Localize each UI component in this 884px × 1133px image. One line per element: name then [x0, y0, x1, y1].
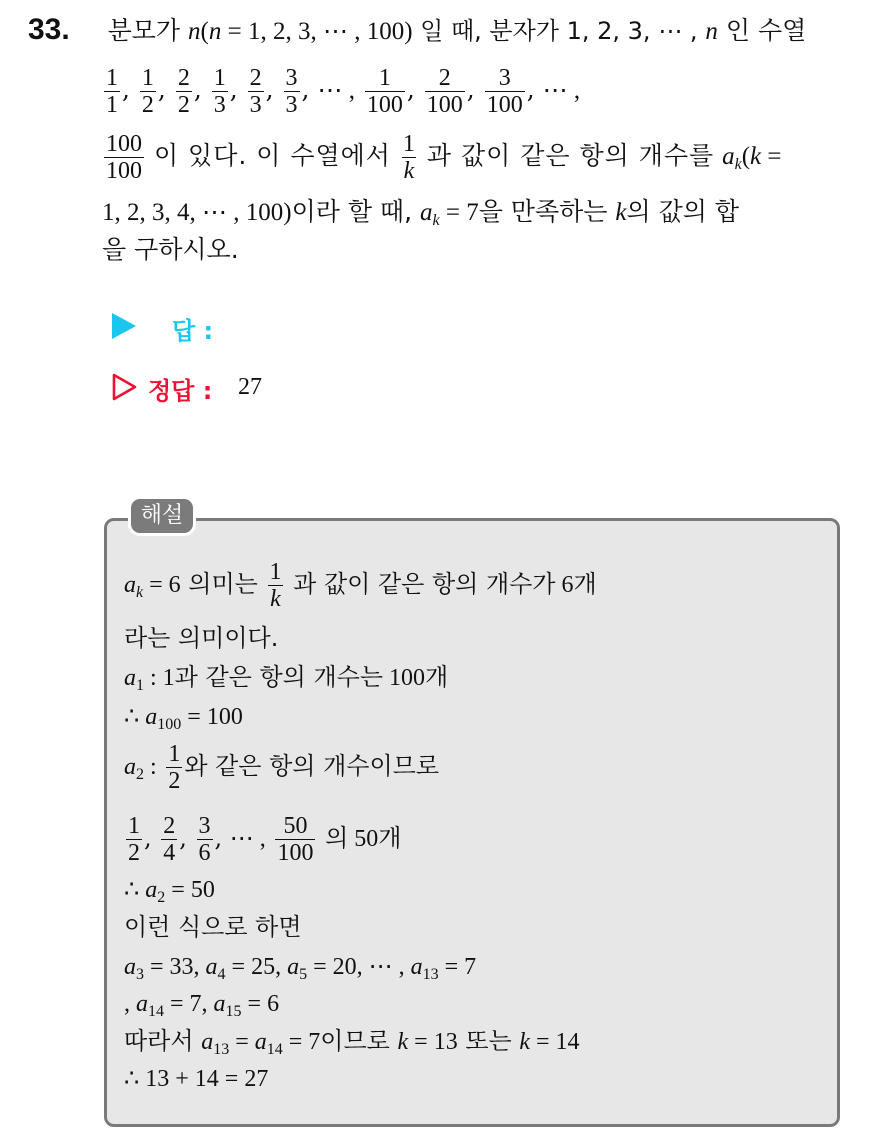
var-k: k — [615, 199, 627, 226]
var-n: n — [208, 18, 222, 45]
fraction: $\frac{2}{4}$ — [163, 813, 176, 866]
play-outline-icon — [112, 373, 138, 401]
correct-answer-row — [112, 371, 412, 403]
text: 1, 2, 3, 4, ⋯ , 100) — [102, 199, 292, 226]
fraction: $\frac{3}{100}$ — [486, 65, 523, 118]
problem-block — [0, 0, 884, 290]
var-n: n — [188, 18, 201, 45]
solution-line-7: ∴ $a_2 = 50$ — [124, 877, 215, 906]
text: 과 값이 같은 항의 개수를 — [426, 141, 715, 170]
sub-k: k — [734, 156, 742, 173]
solution-line-10: , $a_{14} = 7$, $a_{15} = 6$ — [124, 991, 280, 1020]
solution-line-5: $a_2$ : $\frac{1}{2}$ 와 같은 항의 개수이므로 — [124, 741, 440, 794]
fraction: $\frac{1}{3}$ — [213, 65, 226, 118]
solution-line-11: 따라서 $a_{13} = a_{14} = 7$이므로 k = 13 또는 k = 14 — [124, 1027, 580, 1058]
fraction: $\frac{2}{100}$ — [426, 65, 463, 118]
problem-line-3 — [102, 126, 782, 195]
text: 분모가 — [107, 16, 181, 45]
fraction: $\frac{1}{k}$ — [269, 559, 282, 612]
solution-line-9: $a_3 = 33$, $a_4 = 25$, $a_5 = 20$, ⋯ , $a_{13} = 7$ — [124, 954, 477, 983]
fraction: $\frac{2}{2}$ — [177, 65, 190, 118]
fraction: $\frac{1}{2}$ — [141, 65, 154, 118]
fraction: $\frac{50}{100}$ — [277, 813, 314, 866]
play-icon — [112, 313, 136, 339]
text: 일 때, 분자가 1, 2, 3, ⋯ , — [412, 17, 698, 45]
solution-tab: 해설 — [128, 496, 196, 536]
solution-line-8: 이런 식으로 하면 — [124, 913, 302, 941]
text: 이라 할 때, — [291, 197, 413, 226]
text: ( — [200, 18, 209, 45]
text: 의 값의 합 — [626, 197, 739, 226]
fraction: $\frac{3}{6}$ — [198, 813, 211, 866]
text: 인 수열 — [725, 16, 807, 45]
var-n: n — [705, 18, 718, 45]
problem-line-1 — [28, 14, 806, 48]
answer-row[interactable] — [112, 311, 412, 345]
var-a: a — [419, 199, 433, 226]
text: = 1, 2, 3, ⋯ , 100) — [221, 18, 413, 45]
problem-line-2 — [102, 60, 580, 121]
ellipsis: ⋯ , — [542, 77, 581, 104]
fraction: $\frac{1}{2}$ — [168, 741, 181, 794]
problem-line-4 — [102, 196, 739, 237]
text: = 7 — [439, 199, 479, 226]
solution-line-1: $a_k = 6$ 의미는 $\frac{1}{k}$ 과 값이 같은 항의 개수가 6개 — [124, 559, 597, 612]
fraction: $\frac{100}{100}$ — [106, 131, 142, 184]
solution-line-3: $a_1$ : 1과 같은 항의 개수는 100개 — [124, 663, 449, 694]
fraction: $\frac{1}{2}$ — [128, 813, 140, 866]
fraction: $\frac{2}{3}$ — [249, 65, 262, 118]
var-a: a — [722, 143, 735, 170]
fraction: $\frac{3}{3}$ — [285, 65, 298, 118]
text: 을 만족하는 — [478, 197, 608, 226]
correct-answer-value: 27 — [238, 374, 262, 400]
question-number: 33. — [28, 13, 70, 46]
text: 이 있다. 이 수열에서 — [153, 141, 391, 170]
fraction: $\frac{1}{100}$ — [366, 65, 403, 118]
sub-k: k — [432, 212, 440, 229]
fraction-one-over-k: $\frac{1}{k}$ — [402, 131, 415, 184]
text: = — [761, 143, 782, 170]
text: ( — [741, 143, 751, 170]
problem-line-5: 을 구하시오. — [102, 235, 239, 264]
solution-line-12: ∴ 13 + 14 = 27 — [124, 1066, 269, 1092]
answer-label: 답 : — [172, 317, 214, 345]
ellipsis: ⋯ , — [317, 77, 355, 104]
fraction: $\frac{1}{1}$ — [106, 65, 118, 118]
solution-line-6: $\frac{1}{2}$ , $\frac{2}{4}$ , $\frac{3}{6}$ , ⋯ , $\frac{50}{100}$ 의 50개 — [128, 813, 402, 866]
fraction-sequence: $\frac{1}{1}$ , $\frac{1}{2}$ , $\frac{2}{2}$ , $\frac{1}{3}$ , $\frac{2}{3}$ , $\frac{3}{3}$ , ⋯ , $\frac{1}{100}$ , $\frac{2}{100}$ , $\frac{3}{100}$ , ⋯ , — [106, 65, 581, 118]
var-k: k — [750, 143, 762, 170]
solution-line-4: ∴ $a_{100} = 100$ — [124, 704, 243, 733]
solution-line-2: 라는 의미이다. — [124, 624, 279, 652]
correct-answer-label: 정답 : — [148, 377, 213, 405]
